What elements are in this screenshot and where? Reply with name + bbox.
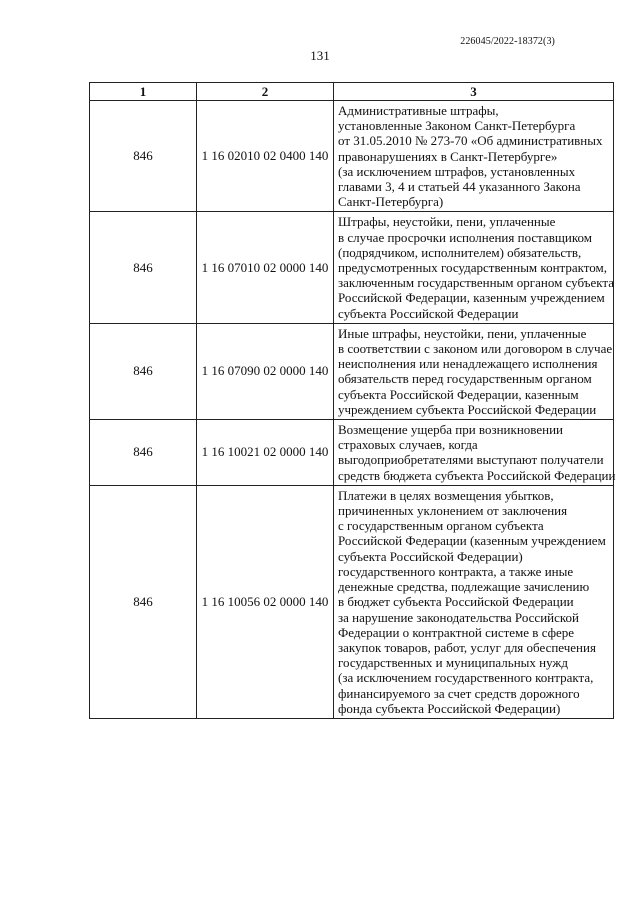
description-line: заключенным государственным органом субъекта — [338, 275, 615, 291]
description-line: причиненных уклонением от заключения — [338, 503, 568, 519]
description-line: субъекта Российской Федерации, казенным — [338, 386, 579, 402]
admin-code-cell: 846 — [90, 420, 197, 486]
admin-code-cell: 846 — [90, 323, 197, 419]
description-line: Федерации о контрактной системе в сфере — [338, 624, 575, 640]
description-line: за нарушение законодательства Российской — [338, 609, 579, 625]
table-row — [90, 101, 614, 212]
description-line: в бюджет субъекта Российской Федерации — [338, 594, 574, 610]
revenue-description-cell — [334, 485, 614, 718]
budget-classification-code-cell: 1 16 07090 02 0000 140 — [197, 323, 334, 419]
admin-code-cell: 846 — [90, 101, 197, 212]
description-line: Российской Федерации, казенным учреждением — [338, 290, 605, 306]
description-line: финансируемого за счет средств дорожного — [338, 685, 580, 701]
budget-classification-code-cell: 1 16 02010 02 0400 140 — [197, 101, 334, 212]
description-line: в случае просрочки исполнения поставщиком — [338, 229, 593, 245]
description-line: средств бюджета субъекта Российской Федерации — [338, 467, 616, 483]
description-line: фонда субъекта Российской Федерации) — [338, 700, 561, 716]
table-row — [90, 212, 614, 323]
column-header-2: 2 — [197, 83, 334, 101]
description-line: денежные средства, подлежащие зачислению — [338, 579, 590, 595]
description-line: Санкт-Петербурга) — [338, 194, 444, 210]
description-line: с государственным органом субъекта — [338, 518, 544, 534]
description-line: неисполнения или ненадлежащего исполнения — [338, 356, 598, 372]
document-registration-code: 226045/2022-18372(3) — [460, 36, 555, 47]
description-line: (за исключением штрафов, установленных — [338, 163, 576, 179]
description-line: Иные штрафы, неустойки, пени, уплаченные — [338, 325, 587, 341]
description-line: субъекта Российской Федерации — [338, 305, 519, 321]
description-line: Российской Федерации (казенным учреждением — [338, 533, 606, 549]
description-line: Возмещение ущерба при возникновении — [338, 422, 563, 438]
column-header-3: 3 — [334, 83, 614, 101]
description-line: правонарушениях в Санкт-Петербурге» — [338, 148, 558, 164]
revenue-description-cell — [334, 420, 614, 486]
description-line: выгодоприобретателями выступают получатели — [338, 452, 604, 468]
table-body — [90, 101, 614, 719]
table-header-row — [90, 83, 614, 101]
budget-classification-code-cell: 1 16 10056 02 0000 140 — [197, 485, 334, 718]
description-line: Штрафы, неустойки, пени, уплаченные — [338, 214, 556, 230]
description-line: установленные Законом Санкт-Петербурга — [338, 118, 576, 134]
description-line: учреждением субъекта Российской Федерации — [338, 401, 597, 417]
revenue-description-cell — [334, 212, 614, 323]
table-row — [90, 485, 614, 718]
admin-code-cell: 846 — [90, 485, 197, 718]
budget-classification-code-cell: 1 16 10021 02 0000 140 — [197, 420, 334, 486]
description-line: государственных и муниципальных нужд — [338, 655, 569, 671]
admin-code-cell: 846 — [90, 212, 197, 323]
revenue-description-cell — [334, 323, 614, 419]
table-row — [90, 323, 614, 419]
description-line: страховых случаев, когда — [338, 437, 478, 453]
description-line: субъекта Российской Федерации) — [338, 548, 523, 564]
description-line: государственного контракта, а также иные — [338, 563, 574, 579]
description-line: обязательств перед государственным органом — [338, 371, 592, 387]
description-line: Административные штрафы, — [338, 103, 499, 118]
description-line: закупок товаров, работ, услуг для обеспечения — [338, 639, 596, 655]
description-line: (за исключением государственного контракта, — [338, 670, 594, 686]
description-line: в соответствии с законом или договором в случае — [338, 341, 613, 357]
budget-classification-code-cell: 1 16 07010 02 0000 140 — [197, 212, 334, 323]
revenue-description-cell — [334, 101, 614, 212]
description-line: от 31.05.2010 № 273-70 «Об административных — [338, 133, 603, 149]
table-row — [90, 420, 614, 486]
description-line: Платежи в целях возмещения убытков, — [338, 487, 554, 503]
budget-codes-table — [89, 82, 614, 719]
description-line: главами 3, 4 и статьей 44 указанного Закона — [338, 179, 581, 195]
page-number: 131 — [310, 48, 330, 63]
column-header-1: 1 — [90, 83, 197, 101]
description-line: предусмотренных государственным контрактом, — [338, 260, 608, 276]
description-line: (подрядчиком, исполнителем) обязательств, — [338, 244, 582, 260]
